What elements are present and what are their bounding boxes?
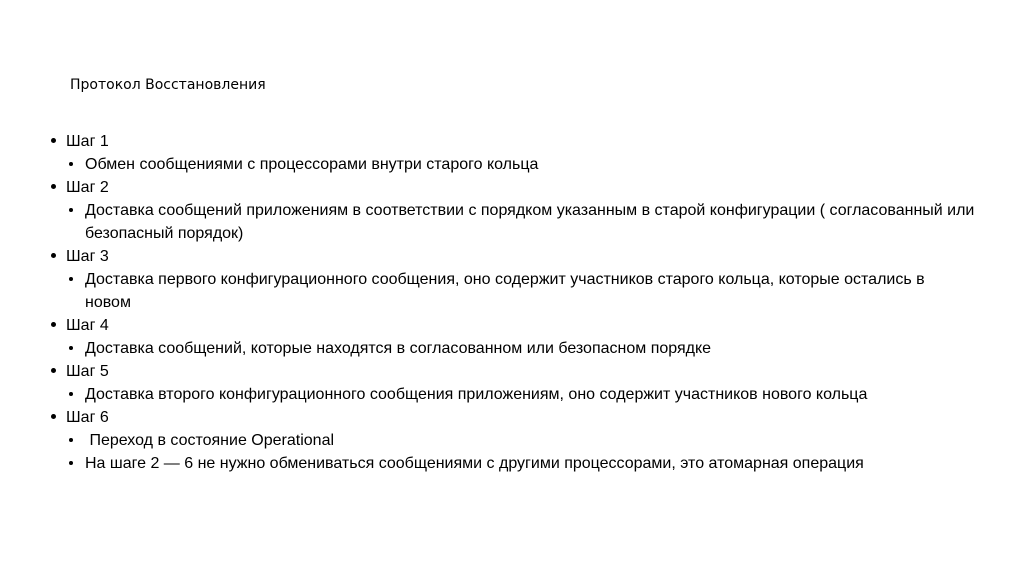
step-item-text: Доставка сообщений приложениям в соответствии с порядком указанным в старой конфигурации ( согласованный или безопасный порядок) bbox=[85, 202, 975, 242]
step-3-item-1 bbox=[45, 268, 975, 314]
bullet-icon bbox=[47, 245, 59, 268]
bullet-icon bbox=[47, 130, 59, 153]
step-item-text: Доставка сообщений, которые находятся в согласованном или безопасном порядке bbox=[85, 340, 712, 357]
slide-title: Протокол Восстановления bbox=[70, 77, 266, 93]
step-3 bbox=[45, 245, 975, 268]
bullet-icon bbox=[47, 176, 59, 199]
bullet-icon bbox=[65, 268, 77, 291]
step-label: Шаг 5 bbox=[66, 363, 109, 380]
bullet-icon bbox=[65, 153, 77, 176]
bullet-icon bbox=[65, 452, 77, 475]
bullet-list bbox=[45, 130, 975, 475]
step-6-item-2 bbox=[45, 452, 975, 475]
step-6-item-1 bbox=[45, 429, 975, 452]
step-4 bbox=[45, 314, 975, 337]
step-1-item-1 bbox=[45, 153, 975, 176]
step-2 bbox=[45, 176, 975, 199]
step-item-text: На шаге 2 — 6 не нужно обмениваться сообщениями с другими процессорами, это атомарная операция bbox=[85, 455, 864, 472]
bullet-icon bbox=[65, 383, 77, 406]
step-item-text: Доставка второго конфигурационного сообщения приложениям, оно содержит участников нового кольца bbox=[85, 386, 868, 403]
step-item-text: Обмен сообщениями с процессорами внутри старого кольца bbox=[85, 156, 539, 173]
step-label: Шаг 4 bbox=[66, 317, 109, 334]
step-item-text: Переход в состояние Operational bbox=[85, 432, 335, 449]
step-6 bbox=[45, 406, 975, 429]
bullet-icon bbox=[47, 314, 59, 337]
step-label: Шаг 1 bbox=[66, 133, 109, 150]
step-label: Шаг 2 bbox=[66, 179, 109, 196]
step-4-item-1 bbox=[45, 337, 975, 360]
step-5 bbox=[45, 360, 975, 383]
step-1 bbox=[45, 130, 975, 153]
step-5-item-1 bbox=[45, 383, 975, 406]
step-label: Шаг 6 bbox=[66, 409, 109, 426]
step-item-text: Доставка первого конфигурационного сообщения, оно содержит участников старого кольца, которые остались в новом bbox=[85, 271, 925, 311]
bullet-icon bbox=[65, 337, 77, 360]
bullet-icon bbox=[65, 429, 77, 452]
bullet-icon bbox=[65, 199, 77, 222]
bullet-icon bbox=[47, 406, 59, 429]
step-label: Шаг 3 bbox=[66, 248, 109, 265]
step-2-item-1 bbox=[45, 199, 975, 245]
bullet-icon bbox=[47, 360, 59, 383]
